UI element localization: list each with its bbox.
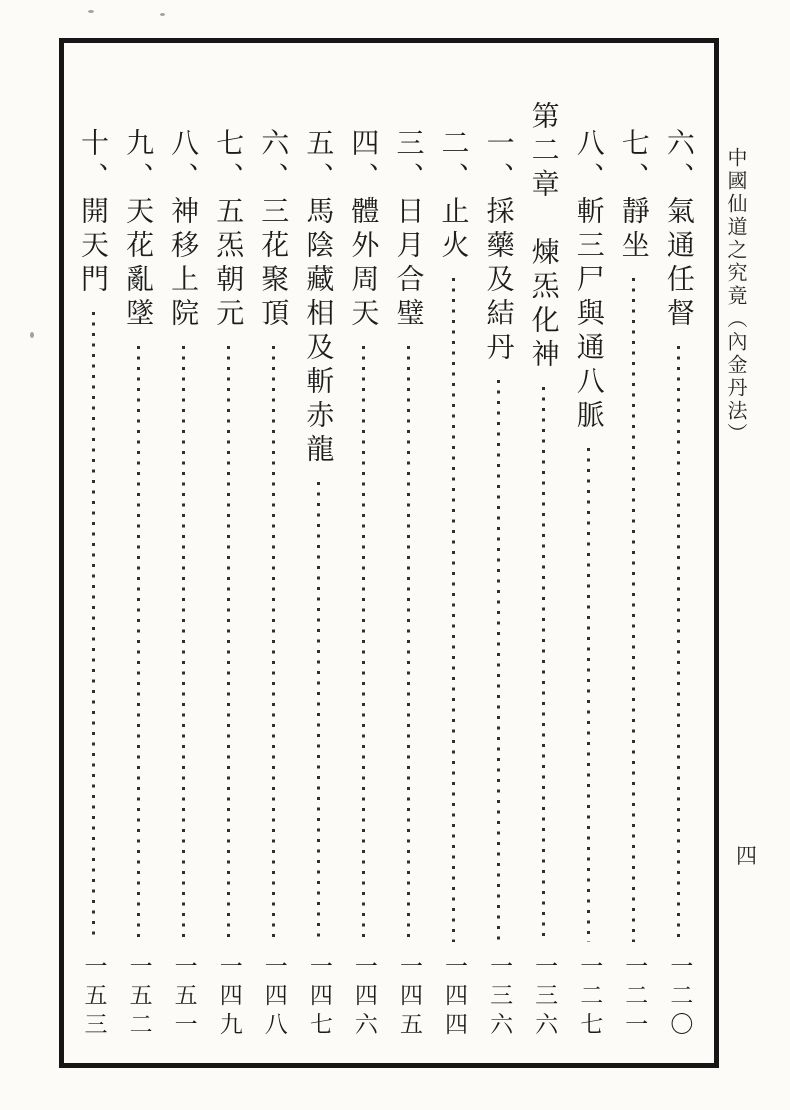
toc-entry-label: 八、神移上院 [167,128,201,332]
toc-entry-label: 六、氣通任督 [662,128,696,332]
toc-entry [72,101,114,1041]
toc-entry-page-number: 一二一 [621,954,648,1041]
toc-entry [387,101,429,1041]
toc-entry-page-number: 一五二 [125,954,152,1041]
dotted-leader [587,448,590,942]
dotted-leader [632,278,635,942]
toc-entry-label: 五、馬陰藏相及斬赤龍 [302,128,336,468]
toc-chapter-entry [523,101,565,1041]
toc-entry-label: 八、斬三尸與通八脈 [572,128,606,434]
dotted-leader [362,346,365,942]
toc-entry-page-number: 一五三 [80,954,107,1041]
toc-entry [613,101,655,1041]
toc-entry-label: 十、開天門 [77,128,110,298]
dotted-leader [227,346,230,942]
toc-entry [297,101,339,1041]
table-of-contents [64,43,714,1063]
toc-entry [342,101,384,1041]
toc-entry-page-number: 一四七 [305,954,332,1041]
dotted-leader [407,346,410,942]
toc-entry-label: 六、三花聚頂 [257,128,291,332]
dotted-leader [497,380,500,942]
toc-entry-label: 九、天花亂墜 [122,128,156,332]
toc-entry-label: 七、五炁朝元 [212,128,246,332]
dotted-leader [137,346,140,942]
dotted-leader [272,346,275,942]
toc-entry-page-number: 一四四 [441,954,467,1041]
book-title-vertical: 中國仙道之究竟（內金丹法） [724,147,748,446]
toc-entry [162,101,204,1041]
toc-entry-page-number: 一四五 [395,954,422,1041]
toc-entry-page-number: 一四八 [260,954,287,1041]
toc-entry [207,101,249,1041]
dotted-leader [452,278,455,942]
dotted-leader [317,482,320,942]
folio-page-number: 四 [736,844,757,868]
scan-speck [30,332,34,338]
toc-entry-label: 第二章 煉炁化神 [527,101,561,373]
toc-entry-page-number: 一二七 [576,954,603,1041]
toc-entry-page-number: 一二〇 [666,954,693,1041]
toc-entry [478,101,520,1041]
toc-entry-label: 七、靜坐 [617,128,651,264]
toc-entry-label: 一、採藥及結丹 [482,128,516,366]
toc-entry-label: 二、止火 [437,128,471,264]
scan-speck [88,10,94,13]
toc-entry-page-number: 一三六 [531,954,558,1041]
toc-entry-page-number: 一三六 [486,954,513,1041]
toc-entry [568,101,610,1041]
toc-entry [433,101,475,1041]
toc-entry [117,101,159,1041]
dotted-leader [677,346,680,942]
toc-entry [252,101,294,1041]
dotted-leader [182,346,185,942]
toc-entry-label: 四、體外周天 [347,128,381,332]
toc-entry-page-number: 一四六 [350,954,377,1041]
dotted-leader [92,312,95,942]
scan-speck [160,13,165,16]
toc-entry-page-number: 一五一 [170,954,197,1041]
toc-entry-page-number: 一四九 [215,954,242,1041]
toc-entry-label: 三、日月合璧 [392,128,426,332]
dotted-leader [542,387,545,942]
toc-entry [658,101,700,1041]
